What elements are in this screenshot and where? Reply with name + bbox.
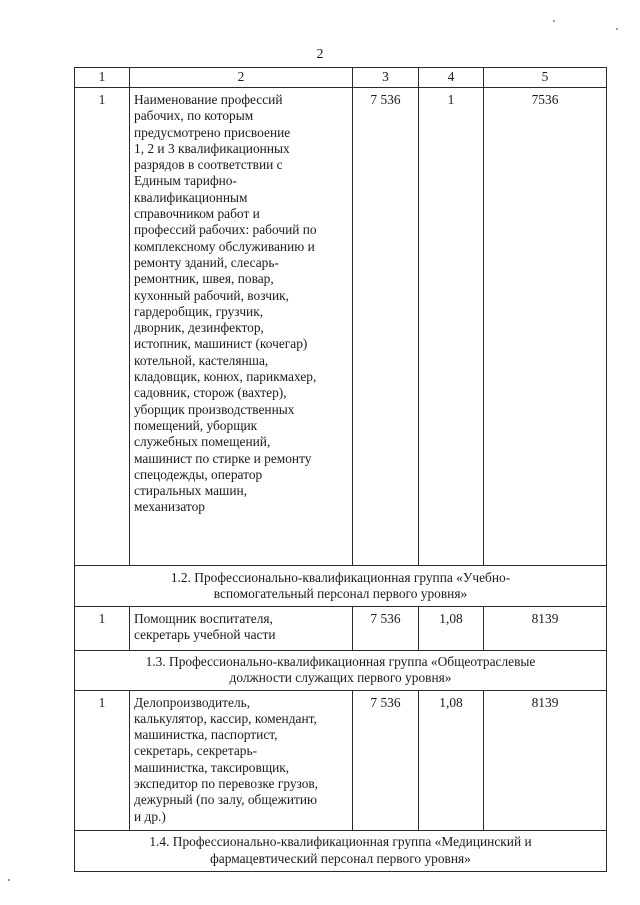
text-line: дворник, дезинфектор, bbox=[134, 320, 264, 336]
text-line: секретарь учебной части bbox=[134, 627, 276, 643]
base-salary: 7 536 bbox=[353, 88, 419, 566]
profession-list bbox=[130, 607, 353, 651]
group-heading-row bbox=[75, 566, 607, 607]
salary-total: 8139 bbox=[484, 690, 607, 830]
text-line: ремонту зданий, слесарь- bbox=[134, 254, 279, 270]
text-line: садовник, сторож (вахтер), bbox=[134, 385, 287, 401]
text-line: истопник, машинист (кочегар) bbox=[134, 336, 308, 352]
text-line: котельной, кастелянша, bbox=[134, 352, 269, 368]
text-line: секретарь, секретарь- bbox=[134, 743, 258, 759]
text-line: уборщик производственных bbox=[134, 401, 295, 417]
group-heading-line: фармацевтический персонал первого уровня» bbox=[210, 850, 471, 866]
profession-list bbox=[130, 88, 353, 566]
group-heading-line: вспомогательный персонал первого уровня» bbox=[213, 586, 468, 601]
group-heading bbox=[75, 566, 607, 607]
text-line: помещений, уборщик bbox=[134, 417, 258, 433]
group-heading-line: 1.4. Профессионально-квалификационная группа «Медицинский и bbox=[149, 834, 532, 850]
salary-total: 7536 bbox=[484, 88, 607, 566]
scan-speck bbox=[553, 20, 555, 22]
text-line: квалификационным bbox=[134, 189, 248, 205]
header-row bbox=[75, 68, 607, 88]
group-heading-row bbox=[75, 651, 607, 691]
text-line: экспедитор по перевозке грузов, bbox=[134, 776, 319, 792]
text-line: калькулятор, кассир, комендант, bbox=[134, 710, 317, 726]
text-line: разрядов в соответствии с bbox=[134, 157, 283, 173]
base-salary: 7 536 bbox=[353, 607, 419, 651]
group-heading-row bbox=[75, 830, 607, 871]
row-number: 1 bbox=[75, 607, 130, 651]
text-line: механизатор bbox=[134, 499, 205, 515]
text-line: машинист по стирке и ремонту bbox=[134, 450, 312, 466]
text-line: Делопроизводитель, bbox=[134, 694, 251, 710]
group-heading bbox=[75, 651, 607, 691]
text-line: служебных помещений, bbox=[134, 434, 271, 450]
page-number: 2 bbox=[316, 47, 324, 62]
header-cell-5: 5 bbox=[484, 68, 607, 88]
text-line: кладовщик, конюх, парикмахер, bbox=[134, 369, 317, 385]
group-heading bbox=[75, 830, 607, 871]
text-line: гардеробщик, грузчик, bbox=[134, 303, 264, 319]
text-line: и др.) bbox=[134, 808, 166, 824]
header-cell-4: 4 bbox=[419, 68, 484, 88]
table-row bbox=[75, 607, 607, 651]
scan-speck bbox=[8, 879, 10, 881]
salary-total: 8139 bbox=[484, 607, 607, 651]
text-line: кухонный рабочий, возчик, bbox=[134, 287, 289, 303]
salary-table bbox=[74, 67, 607, 872]
scan-speck bbox=[616, 28, 618, 30]
text-line: 1, 2 и 3 квалификационных bbox=[134, 140, 290, 156]
coefficient: 1,08 bbox=[419, 607, 484, 651]
text-line: комплексному обслуживанию и bbox=[134, 238, 315, 254]
text-line: спецодежды, оператор bbox=[134, 466, 263, 482]
table-row bbox=[75, 690, 607, 830]
profession-list bbox=[130, 690, 353, 830]
text-line: машинистка, паспортист, bbox=[134, 727, 278, 743]
group-heading-line: 1.2. Профессионально-квалификационная группа «Учебно- bbox=[170, 569, 511, 585]
text-line: дежурный (по залу, общежитию bbox=[134, 792, 318, 808]
header-cell-3: 3 bbox=[353, 68, 419, 88]
text-line: ремонтник, швея, повар, bbox=[134, 271, 274, 287]
base-salary: 7 536 bbox=[353, 690, 419, 830]
group-heading-line: должности служащих первого уровня» bbox=[229, 670, 452, 686]
text-line: машинистка, таксировщик, bbox=[134, 759, 290, 775]
text-line: справочником работ и bbox=[134, 206, 260, 222]
row-number: 1 bbox=[75, 690, 130, 830]
text-line: предусмотрено присвоение bbox=[134, 124, 291, 140]
group-heading-line: 1.3. Профессионально-квалификационная группа «Общеотраслевые bbox=[145, 654, 536, 669]
text-line: Наименование профессий bbox=[134, 92, 283, 107]
text-line: Помощник воспитателя, bbox=[134, 611, 273, 626]
coefficient: 1,08 bbox=[419, 690, 484, 830]
text-line: рабочих, по которым bbox=[134, 108, 254, 124]
table-row bbox=[75, 88, 607, 566]
text-line: Единым тарифно- bbox=[134, 173, 237, 189]
header-cell-1: 1 bbox=[75, 68, 130, 88]
text-line: стиральных машин, bbox=[134, 483, 248, 499]
row-number: 1 bbox=[75, 88, 130, 566]
text-line: профессий рабочих: рабочий по bbox=[134, 222, 317, 238]
coefficient: 1 bbox=[419, 88, 484, 566]
header-cell-2: 2 bbox=[130, 68, 353, 88]
